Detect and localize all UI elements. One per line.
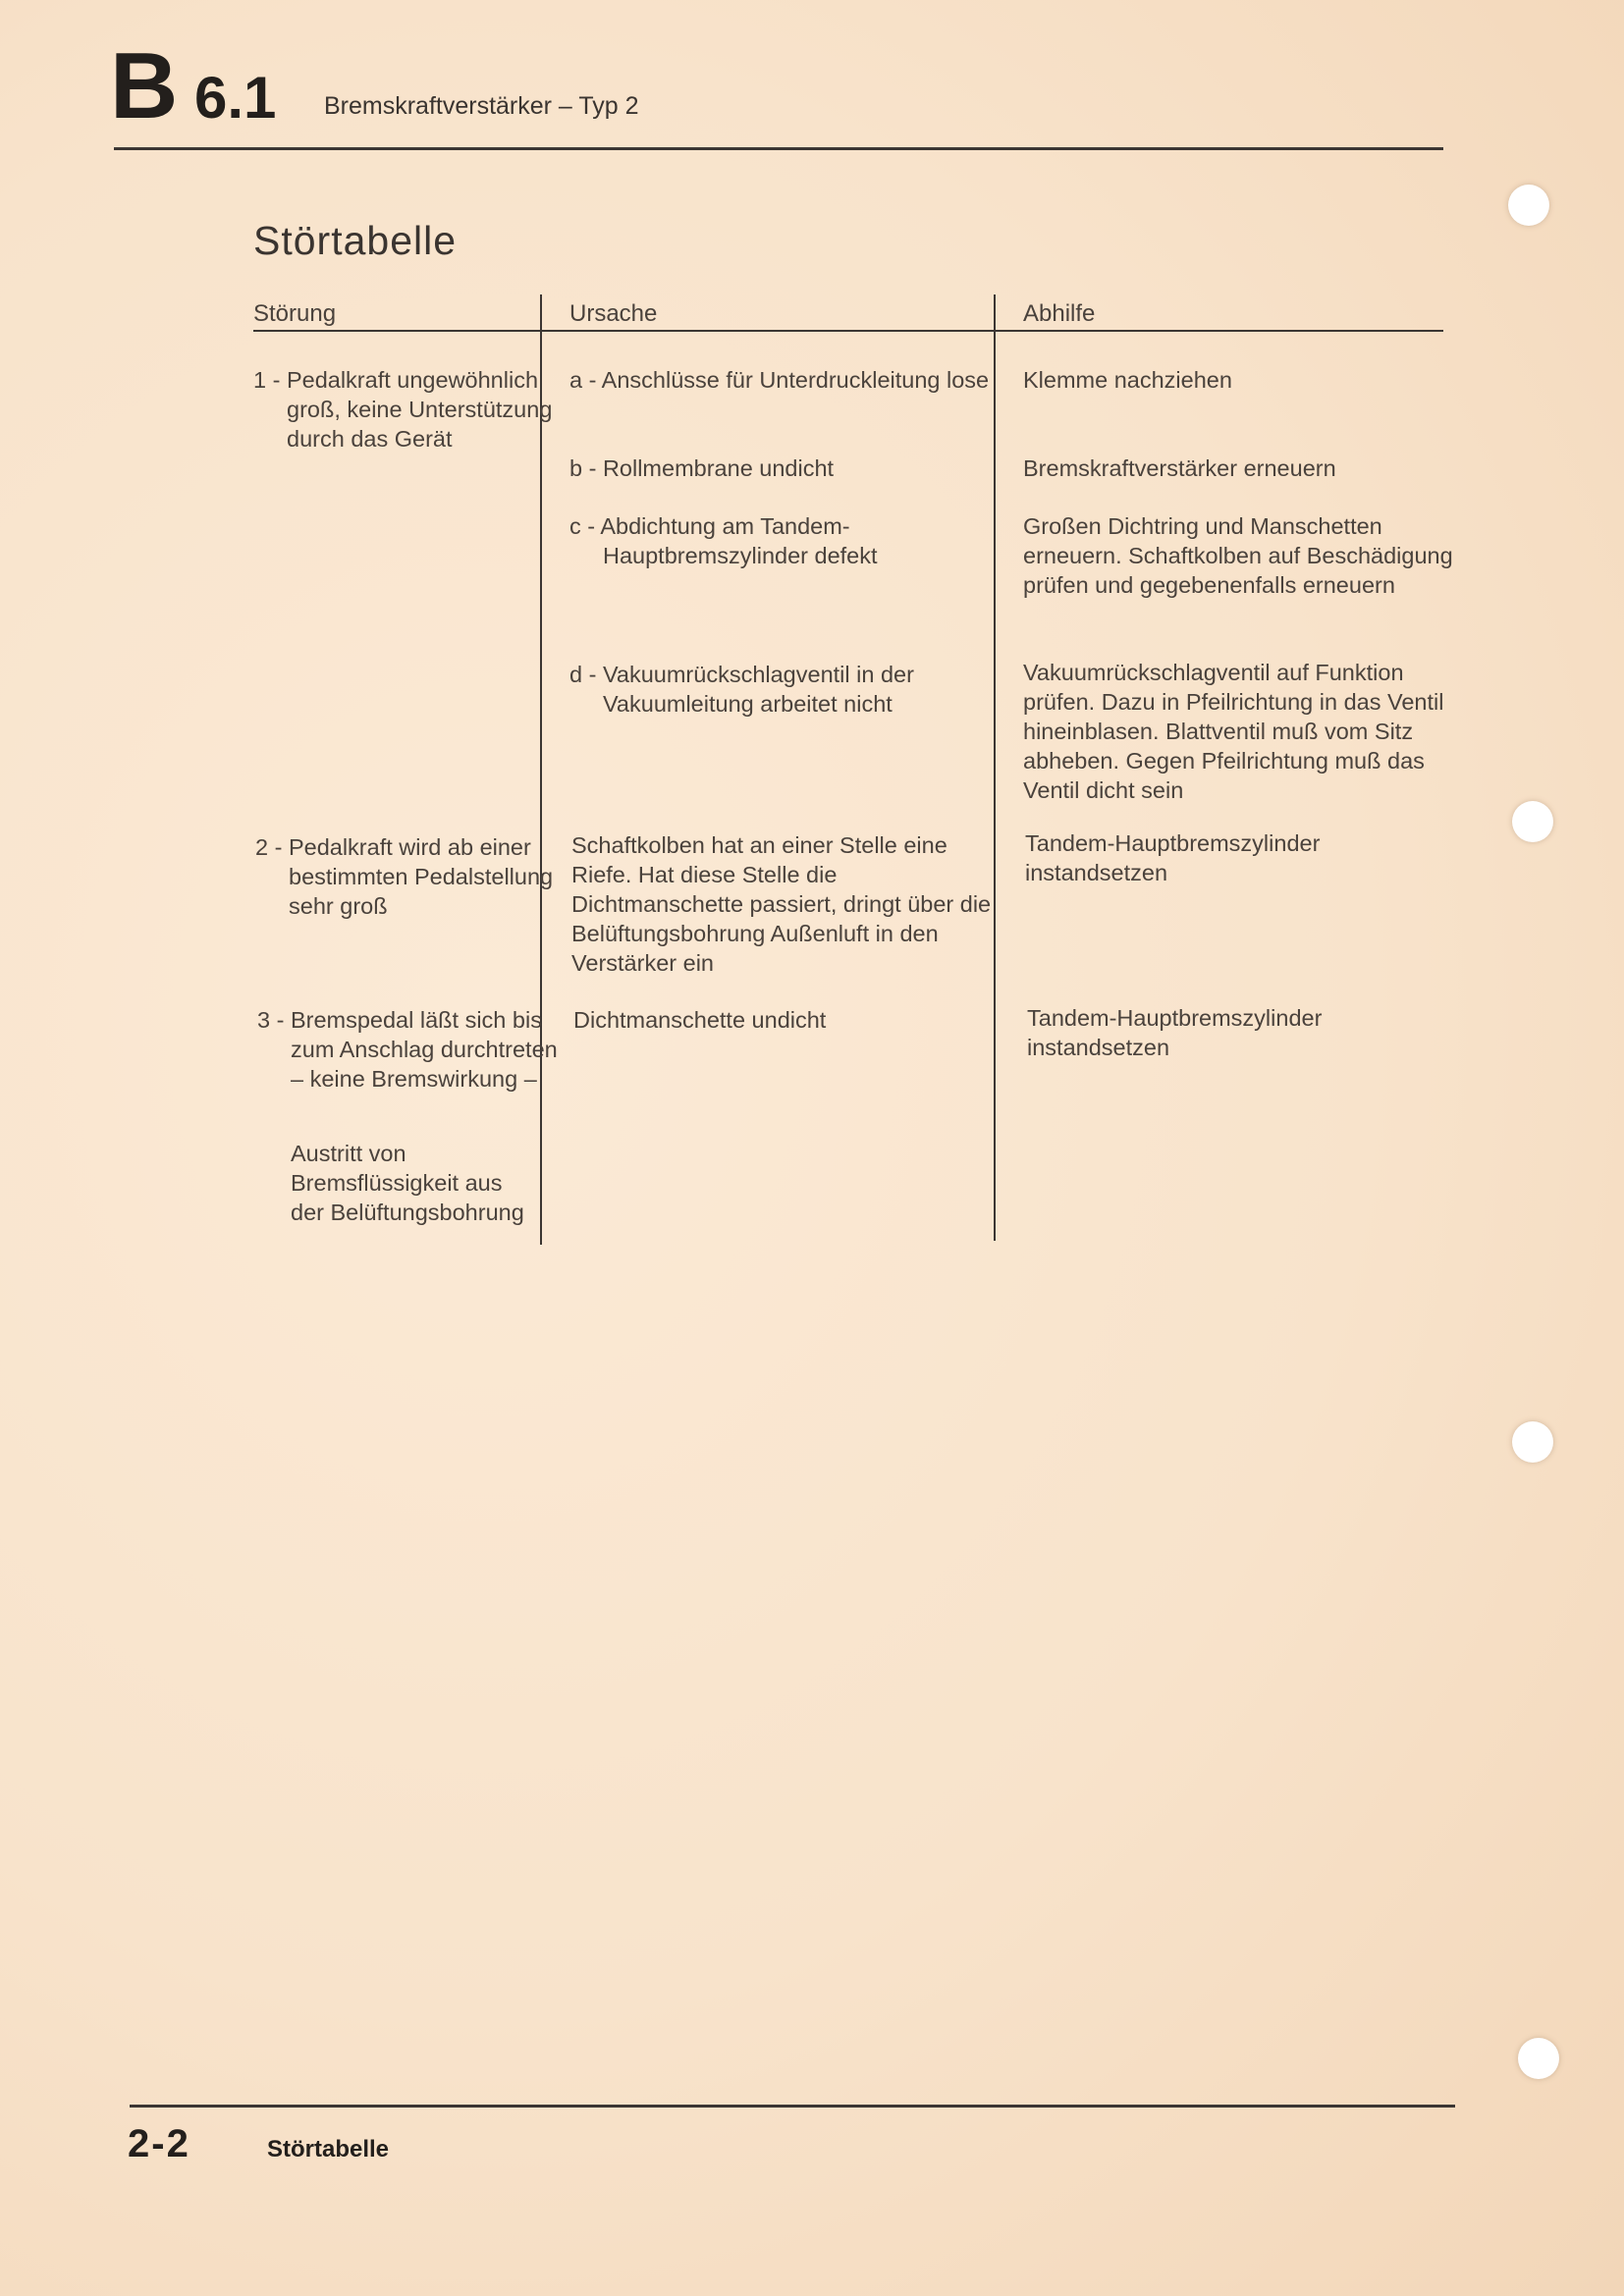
row1d-abhilfe: Vakuumrückschlagventil auf Funktion prüfen. Dazu in Pfeilrichtung in das Ventil hineinblasen. Blattventil muß vom Sitz abheben. Gegen Pfeilrichtung muß das Ventil dicht sein xyxy=(1023,660,1444,803)
column-header-abhilfe: Abhilfe xyxy=(1023,300,1096,327)
punch-hole xyxy=(1508,185,1549,226)
row1c-abhilfe: Großen Dichtring und Manschetten erneuern. Schaftkolben auf Beschädigung prüfen und gegebenenfalls erneuern xyxy=(1023,513,1453,598)
row2-abhilfe: Tandem-Hauptbremszylinder instandsetzen xyxy=(1025,830,1321,885)
row3-ursache: Dichtmanschette undicht xyxy=(573,1007,827,1033)
column-divider-2 xyxy=(994,294,996,1241)
footer-title: Störtabelle xyxy=(267,2136,390,2163)
punch-hole xyxy=(1512,1421,1553,1463)
row2-ursache: Schaftkolben hat an einer Stelle eine Riefe. Hat diese Stelle die Dichtmanschette passiert, dringt über die Belüftungsbohrung Außenluft in den Verstärker ein xyxy=(571,832,992,976)
section-number: 6.1 xyxy=(194,65,277,131)
row3-stoerung-continued: Austritt von Bremsflüssigkeit aus der Belüftungsbohrung xyxy=(291,1141,524,1225)
row3-abhilfe: Tandem-Hauptbremszylinder instandsetzen xyxy=(1027,1005,1323,1060)
row1-stoerung: 1 - Pedalkraft ungewöhnlich groß, keine Unterstützung durch das Gerät xyxy=(253,367,553,452)
row2-stoerung: 2 - Pedalkraft wird ab einer bestimmten Pedalstellung sehr groß xyxy=(255,834,554,919)
row3-stoerung: 3 - Bremspedal läßt sich bis zum Anschlag durchtreten – keine Bremswirkung – xyxy=(257,1007,558,1092)
punch-hole xyxy=(1512,801,1553,842)
table-header-rule xyxy=(253,330,1443,332)
row1a-abhilfe: Klemme nachziehen xyxy=(1023,367,1232,393)
table-heading: Störtabelle xyxy=(253,218,458,263)
page-title: Bremskraftverstärker – Typ 2 xyxy=(324,92,639,120)
punch-hole xyxy=(1518,2038,1559,2079)
column-header-stoerung: Störung xyxy=(253,300,337,327)
page-number: 2-2 xyxy=(128,2122,190,2165)
row1b-ursache: b - Rollmembrane undicht xyxy=(569,455,835,481)
row1d-ursache: d - Vakuumrückschlagventil in der Vakuumleitung arbeitet nicht xyxy=(569,662,914,717)
section-letter: B xyxy=(110,33,177,138)
row1c-ursache: c - Abdichtung am Tandem-Hauptbremszylinder defekt xyxy=(569,513,878,568)
row1b-abhilfe: Bremskraftverstärker erneuern xyxy=(1023,455,1336,481)
header-rule xyxy=(114,147,1443,150)
column-header-ursache: Ursache xyxy=(569,300,658,327)
footer-rule xyxy=(130,2105,1455,2108)
row1a-ursache: a - Anschlüsse für Unterdruckleitung lose xyxy=(569,367,990,393)
